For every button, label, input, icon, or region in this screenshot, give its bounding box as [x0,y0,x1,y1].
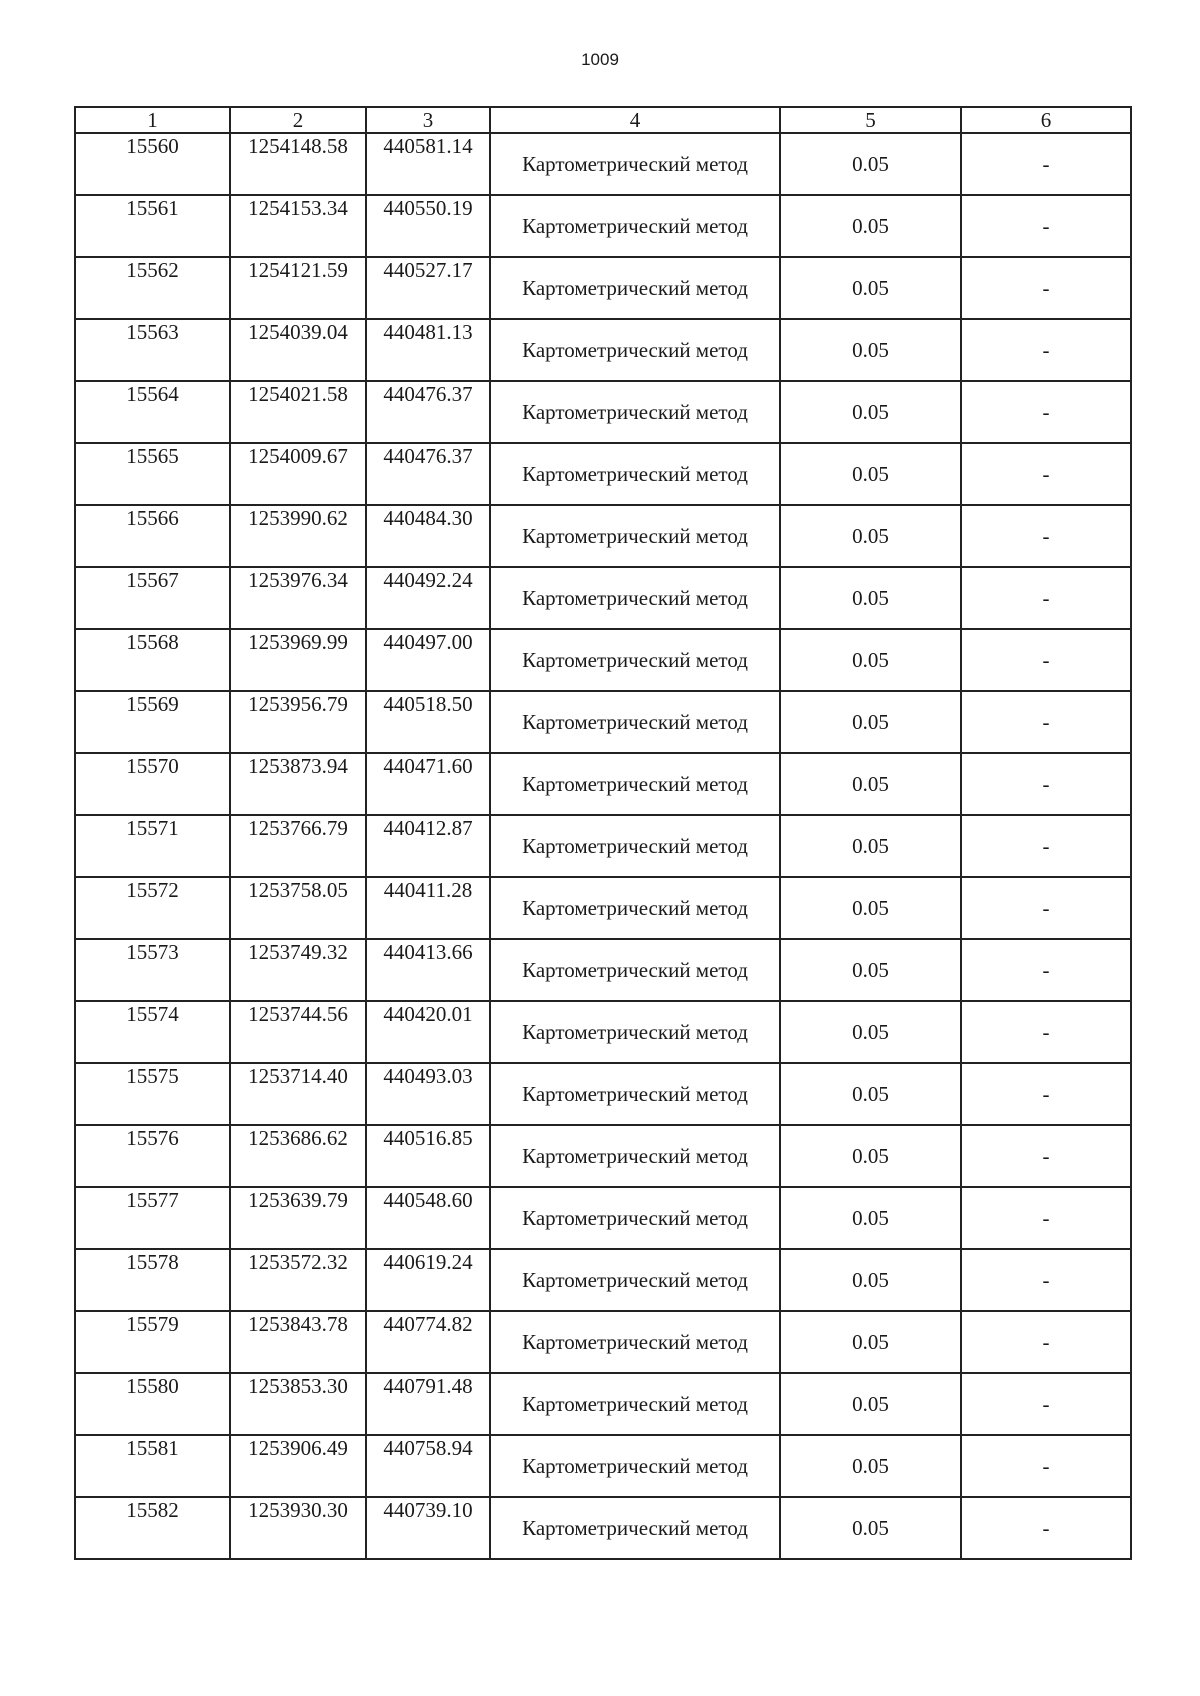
y-coordinate-cell: 440476.37 [366,443,490,505]
point-number-cell: 15560 [75,133,230,195]
method-cell: Картометрический метод [490,257,780,319]
point-number-cell: 15566 [75,505,230,567]
accuracy-cell: 0.05 [780,443,961,505]
description-cell: - [961,195,1131,257]
description-cell: - [961,1187,1131,1249]
accuracy-cell: 0.05 [780,195,961,257]
column-header-4: 4 [490,107,780,133]
method-cell: Картометрический метод [490,1125,780,1187]
method-cell: Картометрический метод [490,1001,780,1063]
point-number-cell: 15568 [75,629,230,691]
table-header [75,107,1131,133]
table-row [75,319,1131,381]
accuracy-cell: 0.05 [780,1435,961,1497]
x-coordinate-cell: 1253976.34 [230,567,366,629]
accuracy-cell: 0.05 [780,567,961,629]
x-coordinate-cell: 1254039.04 [230,319,366,381]
page-number: 1009 [581,50,619,69]
point-number-cell: 15562 [75,257,230,319]
x-coordinate-cell: 1253990.62 [230,505,366,567]
description-cell: - [961,1497,1131,1559]
y-coordinate-cell: 440471.60 [366,753,490,815]
method-cell: Картометрический метод [490,443,780,505]
x-coordinate-cell: 1254021.58 [230,381,366,443]
description-cell: - [961,443,1131,505]
y-coordinate-cell: 440758.94 [366,1435,490,1497]
table-row [75,1063,1131,1125]
table-row [75,567,1131,629]
column-header-2: 2 [230,107,366,133]
accuracy-cell: 0.05 [780,257,961,319]
x-coordinate-cell: 1253749.32 [230,939,366,1001]
table-row [75,133,1131,195]
x-coordinate-cell: 1253744.56 [230,1001,366,1063]
x-coordinate-cell: 1254009.67 [230,443,366,505]
description-cell: - [961,1001,1131,1063]
y-coordinate-cell: 440518.50 [366,691,490,753]
description-cell: - [961,1311,1131,1373]
table-row [75,1125,1131,1187]
column-header-3: 3 [366,107,490,133]
y-coordinate-cell: 440413.66 [366,939,490,1001]
method-cell: Картометрический метод [490,133,780,195]
accuracy-cell: 0.05 [780,1497,961,1559]
accuracy-cell: 0.05 [780,381,961,443]
y-coordinate-cell: 440476.37 [366,381,490,443]
description-cell: - [961,319,1131,381]
x-coordinate-cell: 1253930.30 [230,1497,366,1559]
method-cell: Картометрический метод [490,1187,780,1249]
table-row [75,691,1131,753]
table-row [75,195,1131,257]
description-cell: - [961,691,1131,753]
point-number-cell: 15570 [75,753,230,815]
table-row [75,443,1131,505]
method-cell: Картометрический метод [490,1435,780,1497]
table-row [75,257,1131,319]
accuracy-cell: 0.05 [780,877,961,939]
column-header-6: 6 [961,107,1131,133]
accuracy-cell: 0.05 [780,319,961,381]
point-number-cell: 15578 [75,1249,230,1311]
accuracy-cell: 0.05 [780,1187,961,1249]
method-cell: Картометрический метод [490,1373,780,1435]
description-cell: - [961,815,1131,877]
y-coordinate-cell: 440581.14 [366,133,490,195]
accuracy-cell: 0.05 [780,133,961,195]
table-row [75,1249,1131,1311]
point-number-cell: 15561 [75,195,230,257]
x-coordinate-cell: 1253758.05 [230,877,366,939]
table-body [75,133,1131,1559]
point-number-cell: 15575 [75,1063,230,1125]
y-coordinate-cell: 440411.28 [366,877,490,939]
description-cell: - [961,133,1131,195]
description-cell: - [961,1063,1131,1125]
table-row [75,1435,1131,1497]
accuracy-cell: 0.05 [780,1373,961,1435]
x-coordinate-cell: 1253853.30 [230,1373,366,1435]
accuracy-cell: 0.05 [780,1311,961,1373]
y-coordinate-cell: 440492.24 [366,567,490,629]
method-cell: Картометрический метод [490,195,780,257]
table-row [75,381,1131,443]
table-row [75,753,1131,815]
accuracy-cell: 0.05 [780,753,961,815]
method-cell: Картометрический метод [490,1311,780,1373]
x-coordinate-cell: 1253686.62 [230,1125,366,1187]
description-cell: - [961,877,1131,939]
accuracy-cell: 0.05 [780,1063,961,1125]
x-coordinate-cell: 1253639.79 [230,1187,366,1249]
description-cell: - [961,1435,1131,1497]
description-cell: - [961,257,1131,319]
point-number-cell: 15580 [75,1373,230,1435]
point-number-cell: 15571 [75,815,230,877]
point-number-cell: 15565 [75,443,230,505]
method-cell: Картометрический метод [490,815,780,877]
x-coordinate-cell: 1253969.99 [230,629,366,691]
y-coordinate-cell: 440412.87 [366,815,490,877]
table-row [75,815,1131,877]
column-header-5: 5 [780,107,961,133]
x-coordinate-cell: 1253873.94 [230,753,366,815]
x-coordinate-cell: 1254121.59 [230,257,366,319]
y-coordinate-cell: 440516.85 [366,1125,490,1187]
table-row [75,505,1131,567]
table-row [75,1373,1131,1435]
point-number-cell: 15577 [75,1187,230,1249]
y-coordinate-cell: 440739.10 [366,1497,490,1559]
description-cell: - [961,567,1131,629]
header-row [75,107,1131,133]
point-number-cell: 15574 [75,1001,230,1063]
description-cell: - [961,381,1131,443]
method-cell: Картометрический метод [490,1497,780,1559]
accuracy-cell: 0.05 [780,939,961,1001]
x-coordinate-cell: 1254153.34 [230,195,366,257]
x-coordinate-cell: 1253714.40 [230,1063,366,1125]
method-cell: Картометрический метод [490,877,780,939]
y-coordinate-cell: 440481.13 [366,319,490,381]
point-number-cell: 15564 [75,381,230,443]
method-cell: Картометрический метод [490,319,780,381]
table-row [75,1001,1131,1063]
x-coordinate-cell: 1253956.79 [230,691,366,753]
table-row [75,1497,1131,1559]
method-cell: Картометрический метод [490,567,780,629]
y-coordinate-cell: 440791.48 [366,1373,490,1435]
y-coordinate-cell: 440420.01 [366,1001,490,1063]
y-coordinate-cell: 440484.30 [366,505,490,567]
method-cell: Картометрический метод [490,939,780,1001]
y-coordinate-cell: 440527.17 [366,257,490,319]
accuracy-cell: 0.05 [780,691,961,753]
table-row [75,1187,1131,1249]
point-number-cell: 15573 [75,939,230,1001]
coordinates-table [74,106,1132,1560]
point-number-cell: 15579 [75,1311,230,1373]
point-number-cell: 15582 [75,1497,230,1559]
table-row [75,1311,1131,1373]
method-cell: Картометрический метод [490,505,780,567]
accuracy-cell: 0.05 [780,815,961,877]
description-cell: - [961,939,1131,1001]
table-row [75,939,1131,1001]
y-coordinate-cell: 440619.24 [366,1249,490,1311]
description-cell: - [961,505,1131,567]
column-header-1: 1 [75,107,230,133]
y-coordinate-cell: 440497.00 [366,629,490,691]
description-cell: - [961,1249,1131,1311]
x-coordinate-cell: 1253766.79 [230,815,366,877]
method-cell: Картометрический метод [490,381,780,443]
x-coordinate-cell: 1253906.49 [230,1435,366,1497]
table-row [75,629,1131,691]
method-cell: Картометрический метод [490,1249,780,1311]
accuracy-cell: 0.05 [780,1249,961,1311]
x-coordinate-cell: 1254148.58 [230,133,366,195]
accuracy-cell: 0.05 [780,629,961,691]
point-number-cell: 15572 [75,877,230,939]
accuracy-cell: 0.05 [780,505,961,567]
point-number-cell: 15569 [75,691,230,753]
description-cell: - [961,753,1131,815]
table-row [75,877,1131,939]
accuracy-cell: 0.05 [780,1001,961,1063]
point-number-cell: 15567 [75,567,230,629]
y-coordinate-cell: 440774.82 [366,1311,490,1373]
x-coordinate-cell: 1253843.78 [230,1311,366,1373]
method-cell: Картометрический метод [490,753,780,815]
point-number-cell: 15581 [75,1435,230,1497]
point-number-cell: 15563 [75,319,230,381]
method-cell: Картометрический метод [490,629,780,691]
method-cell: Картометрический метод [490,691,780,753]
description-cell: - [961,629,1131,691]
method-cell: Картометрический метод [490,1063,780,1125]
y-coordinate-cell: 440493.03 [366,1063,490,1125]
point-number-cell: 15576 [75,1125,230,1187]
y-coordinate-cell: 440548.60 [366,1187,490,1249]
y-coordinate-cell: 440550.19 [366,195,490,257]
description-cell: - [961,1125,1131,1187]
accuracy-cell: 0.05 [780,1125,961,1187]
description-cell: - [961,1373,1131,1435]
x-coordinate-cell: 1253572.32 [230,1249,366,1311]
